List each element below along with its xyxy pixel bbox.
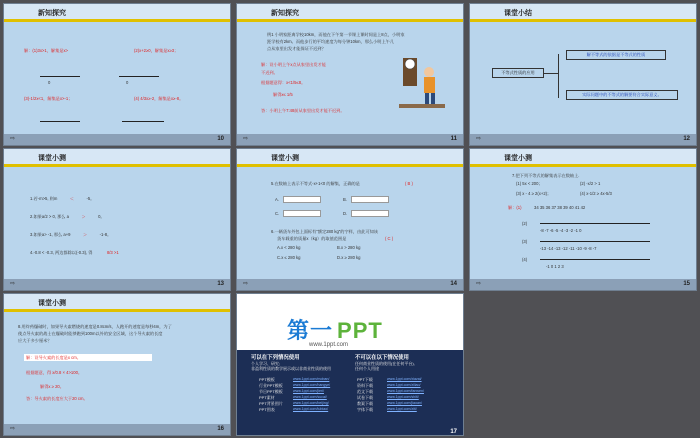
slide-title: 课堂小测: [271, 155, 299, 162]
problem-line-3: 点从家里出发才能保证不迟到？: [267, 46, 326, 51]
numberline-4: [540, 255, 650, 263]
slide-body: [470, 169, 696, 277]
link-url[interactable]: www.1ppt.com/xiazai/: [387, 377, 422, 381]
usage-panel: [237, 350, 463, 436]
option-b: B.: [343, 197, 347, 202]
slide-body: [4, 169, 230, 277]
nl2-label: 0: [126, 80, 129, 85]
choice-6d: D.x ≥ 280 kg: [337, 255, 361, 260]
slide-footer: [4, 134, 230, 145]
part-2: (2) -x/2 > 1: [580, 181, 601, 186]
choice-6a: A.x < 280 kg: [277, 245, 301, 250]
page-number: 15: [683, 281, 690, 287]
problem-line-3: 应大于多少厘米？: [18, 338, 52, 343]
brand-url[interactable]: www.1ppt.com: [309, 342, 349, 348]
answer-line-4: 解得x≤ 1/5: [273, 92, 293, 97]
option-a-numberline: [283, 196, 321, 203]
answer-4: (4) 4/3x≥-2，解集是x≥-8。: [134, 96, 184, 101]
slide-15[interactable]: [469, 148, 697, 291]
answer-line-1: 解：设导火索的长度是x cm。: [26, 355, 81, 360]
choice-6c: C.x ≤ 280 kg: [277, 255, 301, 260]
slide-body: [237, 169, 463, 277]
link-url[interactable]: www.1ppt.com/moban/: [293, 377, 330, 381]
number-line-2: [119, 72, 159, 80]
solution-label: 解：(1): [508, 205, 522, 210]
page-number: 14: [450, 281, 457, 287]
link-label: PPT素材: [259, 395, 275, 400]
question-2: 2.如果a/2 > 0, 那么 a ＞ 0。: [30, 214, 105, 219]
link-url[interactable]: www.1ppt.com/tubiao/: [293, 407, 329, 411]
answer-line-4: 答：导火索的长度应大于20 cm。: [26, 396, 88, 401]
part-1: (1) 5x < 200；: [516, 181, 543, 186]
slide-11[interactable]: [236, 3, 464, 146]
summary-item-2: 实际问题中的不等式的解要符合实际意义。: [566, 90, 678, 100]
question-6-line-2: 货车载重的质量x（kg）的取值范围是: [277, 236, 347, 241]
answer-line-3: 解得x ≥ 20。: [40, 384, 64, 389]
link-url[interactable]: www.1ppt.com/fanwen/: [387, 389, 424, 393]
link-url[interactable]: www.1ppt.com/hangye/: [293, 383, 331, 387]
slide-title: 新知探究: [38, 10, 66, 17]
slide-title: 课堂小测: [38, 300, 66, 307]
forbidden-note-2: 任何个人用途: [355, 366, 379, 371]
forbidden-note-1: 任何商业性质的使用(在任何平台),: [355, 361, 415, 366]
problem-line-1: 例1 小明家距离学校10km，而他在下午第一节课上课时间是上8点，小明家: [267, 32, 405, 37]
page-number: 16: [217, 426, 224, 432]
page-number: 10: [217, 136, 224, 142]
problem-line-2: 距学校有2km。而他步行的平均速度为每分钟10km，那么小明上午几: [267, 39, 395, 44]
page-number: 11: [450, 136, 457, 142]
slide-body: [470, 24, 696, 132]
question-6-line-1: 6.一辆货车外包上面标有"额定280 kg"的字样，由此可知该: [271, 229, 378, 234]
slide-nav-icon[interactable]: ⇨: [476, 281, 482, 287]
link-label: 节日PPT模板: [259, 389, 283, 394]
slide-footer: [4, 424, 230, 435]
numberline-3: [540, 237, 650, 245]
slide-title: 课堂小测: [504, 155, 532, 162]
title-stripe: [4, 164, 230, 167]
link-url[interactable]: www.1ppt.com/sucai/: [293, 395, 327, 399]
slide-body: [4, 314, 230, 422]
link-url[interactable]: www.1ppt.com/ziliao/: [387, 383, 421, 387]
answer-line-5: 答：小明上午7:48前从家里出发才能不迟到。: [261, 108, 345, 113]
slide-17[interactable]: [236, 293, 464, 436]
link-url[interactable]: www.1ppt.com/jiaoan/: [387, 401, 422, 405]
slide-footer: [4, 279, 230, 290]
question-7: 7.把下列不等式的解集表示在数轴上.: [512, 173, 580, 178]
option-c: C.: [275, 211, 280, 216]
link-label: 教案下载: [357, 401, 373, 406]
link-url[interactable]: www.1ppt.com/beijing/: [293, 401, 329, 405]
choice-6b: B.x > 280 kg: [337, 245, 361, 250]
link-label: 字体下载: [357, 407, 373, 412]
title-stripe: [4, 19, 230, 22]
allowed-note-2: 非盈利性质的教学展示或以非商业性质的使用: [251, 366, 331, 371]
student-clock-illustration: [399, 58, 445, 108]
slide-16[interactable]: [3, 293, 231, 436]
slide-body: [237, 24, 463, 132]
brand-logo: 第一 PPT: [287, 318, 383, 343]
title-stripe: [470, 19, 696, 22]
page-number: 12: [683, 136, 690, 142]
question-1: 1.若-m>5, 则m ＜ -5。: [30, 196, 95, 201]
allowed-heading: 可以在下列情况使用: [251, 355, 300, 361]
answer-1: 解：(1)3x>1，解集是x>: [24, 48, 68, 53]
slide-10[interactable]: [3, 3, 231, 146]
question-6-answer: ( C ): [385, 236, 394, 241]
question-5: 5.在数轴上表示不等式-x+1<0 的解集，正确的是: [271, 181, 360, 186]
title-stripe: [237, 164, 463, 167]
slide-body: [4, 24, 230, 132]
title-stripe: [237, 19, 463, 22]
allowed-note-1: 个人学习、研究;: [251, 361, 281, 366]
number-line-4: [122, 117, 164, 125]
part-4: (4) x-1/2 ≥ 4x-5/3: [580, 191, 612, 196]
slide-title: 课堂小测: [38, 155, 66, 162]
option-a: A.: [275, 197, 279, 202]
numberline-1-ticks: 34 35 36 37 38 39 40 41 42: [534, 205, 586, 210]
link-label: 范文下载: [357, 389, 373, 394]
page-number: 17: [450, 429, 457, 435]
numberline-4-ticks: -1 0 1 2 3: [546, 264, 564, 269]
link-label: PPT背景图片: [259, 401, 283, 406]
slide-nav-icon[interactable]: ⇨: [10, 426, 16, 432]
problem-line-2: 使点导火索的战士在爆破时能够跑到100m以外的安全区域，这个导火索的长度: [18, 331, 163, 336]
link-url[interactable]: www.1ppt.com/jieri/: [293, 389, 324, 393]
page-number: 13: [217, 281, 224, 287]
answer-line-2: 根据题意，得 x/0.8 × 4>100。: [26, 370, 83, 375]
slide-title: 新知探究: [271, 10, 299, 17]
nl1-label: 0: [48, 80, 51, 85]
slide-13[interactable]: [3, 148, 231, 291]
link-url[interactable]: www.1ppt.com/shiti/: [387, 395, 419, 399]
summary-item-1: 解不等式的依据是不等式的性质: [566, 50, 666, 60]
label-4: (4): [522, 257, 528, 262]
slide-footer: [470, 279, 696, 290]
slide-footer: [470, 134, 696, 145]
slide-nav-icon[interactable]: ⇨: [476, 136, 482, 142]
connector-vertical: [558, 54, 559, 98]
slide-nav-icon[interactable]: ⇨: [243, 281, 249, 287]
slide-nav-icon[interactable]: ⇨: [10, 281, 16, 287]
question-5-answer: ( B ): [405, 181, 413, 186]
problem-line-1: 8.用炸药爆破时，如果导火索燃烧的速度是0.8cm/s，人跑开的速度是每秒4m，为了: [18, 324, 172, 329]
answer-line-1: 解：设小明上午x点从家里出发才能: [261, 62, 326, 67]
link-label: 试卷下载: [357, 395, 373, 400]
link-label: PPT模板: [259, 377, 275, 382]
slide-14[interactable]: [236, 148, 464, 291]
number-line-1: [40, 72, 80, 80]
answer-2: (2)x+2≥0，解集是x≥3；: [134, 48, 179, 53]
link-label: 资料下载: [357, 383, 373, 388]
slide-footer: [237, 134, 463, 145]
label-3: (3): [522, 239, 528, 244]
slide-12[interactable]: [469, 3, 697, 146]
slide-nav-icon[interactable]: ⇨: [243, 136, 249, 142]
numberline-3-ticks: -13 -14 -13 -12 -11 -10 -9 -8 -7: [540, 246, 597, 251]
link-url[interactable]: www.1ppt.com/ziti/: [387, 407, 417, 411]
option-b-numberline: [351, 196, 389, 203]
slide-nav-icon[interactable]: ⇨: [10, 136, 16, 142]
option-d: D.: [343, 211, 348, 216]
answer-line-2: 不迟到。: [261, 70, 278, 75]
answer-3: (3)-1/2x<1，解集是x>-1；: [24, 96, 73, 101]
slide-footer: [237, 279, 463, 290]
slide-title: 课堂小结: [504, 10, 532, 17]
numberline-2: [540, 219, 650, 227]
answer-line-3: 根据题意得：x<1/5≤8。: [261, 80, 306, 85]
link-label: PPT下载: [357, 377, 373, 382]
forbidden-heading: 不可以在以下情况使用: [355, 355, 409, 361]
question-4: 4.-0.8 < -0.3, 两边都除以(-0.3), 得 8/3 >1: [30, 250, 119, 255]
numberline-2-ticks: -8 -7 -6 -5 -4 -3 -2 -1 0: [540, 228, 582, 233]
link-label: 行业PPT模板: [259, 383, 283, 388]
question-3: 3.如果a> -1, 那么 a+9 ＞ -1-8。: [30, 232, 112, 237]
part-3: (3) x - 4 ≥ 2(x+2)；: [516, 191, 552, 196]
summary-center-box: 不等式性质的应用: [492, 68, 544, 78]
option-c-numberline: [283, 210, 321, 217]
label-2: (2): [522, 221, 528, 226]
title-stripe: [470, 164, 696, 167]
connector: [544, 73, 558, 74]
option-d-numberline: [351, 210, 389, 217]
title-stripe: [4, 309, 230, 312]
link-label: PPT图表: [259, 407, 275, 412]
number-line-3: [40, 117, 80, 125]
